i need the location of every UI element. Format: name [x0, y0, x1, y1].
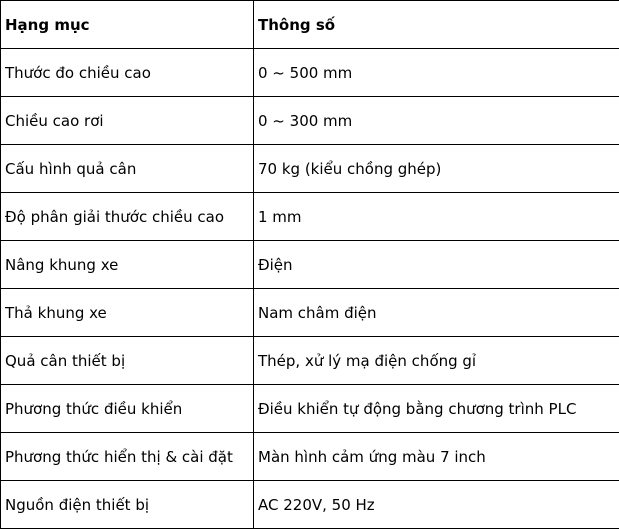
- row-value-cell: Điện: [254, 241, 619, 289]
- row-value-cell: Điều khiển tự động bằng chương trình PLC: [254, 385, 619, 433]
- table-row: [1, 337, 619, 385]
- row-item-cell: Cấu hình quả cân: [1, 145, 254, 193]
- row-item-cell: Nâng khung xe: [1, 241, 254, 289]
- row-item-cell: Nguồn điện thiết bị: [1, 481, 254, 529]
- table-row: [1, 193, 619, 241]
- column-header-item: Hạng mục: [1, 1, 254, 49]
- row-value-cell: AC 220V, 50 Hz: [254, 481, 619, 529]
- table-row: [1, 385, 619, 433]
- row-value-cell: Nam châm điện: [254, 289, 619, 337]
- table-row: [1, 433, 619, 481]
- row-item-cell: Phương thức hiển thị & cài đặt: [1, 433, 254, 481]
- table-row: [1, 481, 619, 529]
- table-row: [1, 241, 619, 289]
- table-row: [1, 97, 619, 145]
- row-value-cell: 0 ~ 500 mm: [254, 49, 619, 97]
- row-value-cell: 1 mm: [254, 193, 619, 241]
- row-value-cell: Màn hình cảm ứng màu 7 inch: [254, 433, 619, 481]
- table-row: [1, 289, 619, 337]
- row-value-cell: 0 ~ 300 mm: [254, 97, 619, 145]
- row-item-cell: Quả cân thiết bị: [1, 337, 254, 385]
- table-row: [1, 145, 619, 193]
- row-value-cell: 70 kg (kiểu chồng ghép): [254, 145, 619, 193]
- row-item-cell: Độ phân giải thước chiều cao: [1, 193, 254, 241]
- row-item-cell: Phương thức điều khiển: [1, 385, 254, 433]
- row-item-cell: Thả khung xe: [1, 289, 254, 337]
- table-header-row: [1, 1, 619, 49]
- table-row: [1, 49, 619, 97]
- column-header-value: Thông số: [254, 1, 619, 49]
- row-item-cell: Chiều cao rơi: [1, 97, 254, 145]
- row-value-cell: Thép, xử lý mạ điện chống gỉ: [254, 337, 619, 385]
- row-item-cell: Thước đo chiều cao: [1, 49, 254, 97]
